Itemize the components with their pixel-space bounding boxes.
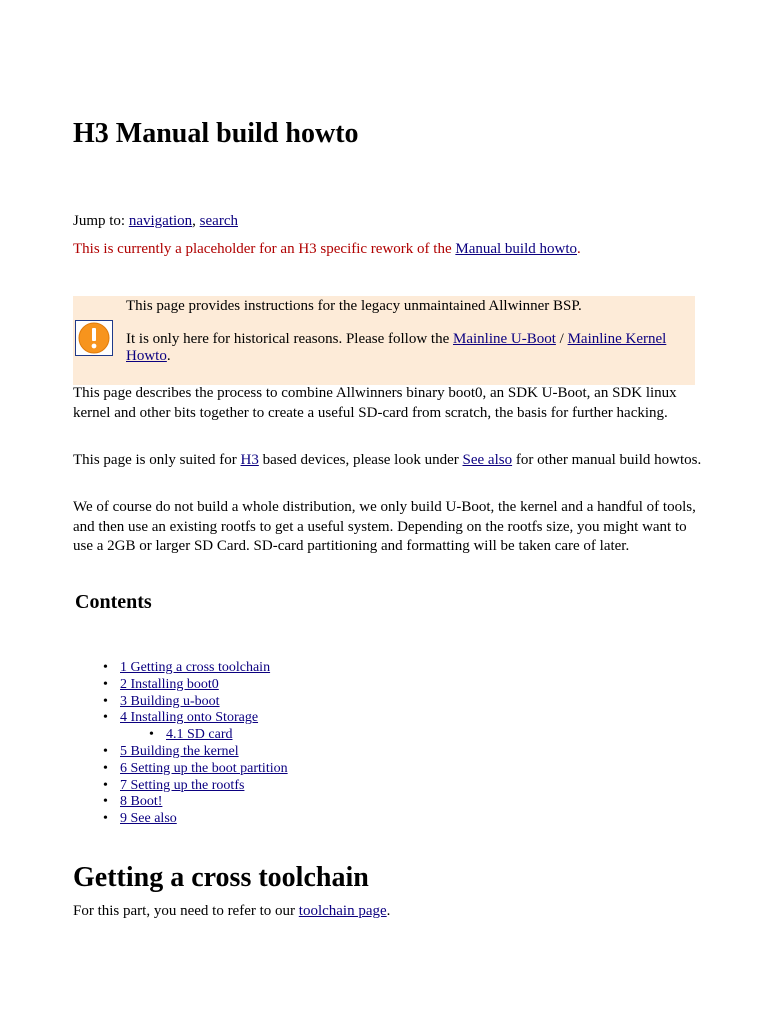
toc-item: [166, 727, 288, 744]
warning-line-2-text: It is only here for historical reasons. Please follow the: [126, 331, 453, 347]
toc-link-boot[interactable]: 8 Boot!: [120, 794, 163, 810]
toolchain-page-link[interactable]: toolchain page: [298, 903, 387, 919]
see-also-link[interactable]: See also: [462, 452, 513, 468]
intro-paragraph: This page describes the process to combine Allwinners binary boot0, an SDK U-Boot, an SDK linux kernel and other bits together to create a useful SD-card from scratch, the basis for further hacking.: [73, 385, 677, 421]
jump-separator: ,: [192, 213, 200, 229]
warning-slash: /: [555, 331, 568, 347]
jump-to-label: Jump to:: [73, 213, 129, 229]
toc-link-see-also[interactable]: 9 See also: [120, 811, 177, 827]
warning-text: [126, 298, 691, 365]
warning-exclamation-icon: [75, 320, 113, 356]
h3-only-suffix: for other manual build howtos.: [512, 452, 702, 468]
warning-line-2: [126, 331, 691, 365]
toc-item: [120, 778, 288, 795]
jump-to-line: [73, 212, 238, 231]
toc-item: [120, 794, 288, 811]
h3-only-text: This page is only suited for: [73, 452, 241, 468]
toc-item: [120, 677, 288, 694]
warning-line-1: This page provides instructions for the legacy unmaintained Allwinner BSP.: [126, 298, 582, 314]
toc-item: [120, 744, 288, 761]
toc-link-rootfs[interactable]: 7 Setting up the rootfs: [120, 777, 245, 793]
mainline-uboot-link[interactable]: Mainline U-Boot: [453, 331, 556, 347]
section-paragraph: [73, 902, 390, 921]
toc-link-boot-partition[interactable]: 6 Setting up the boot partition: [120, 760, 288, 776]
toc-link-building-uboot[interactable]: 3 Building u-boot: [120, 693, 220, 709]
toc-item: [120, 694, 288, 711]
mainline-kernel-howto-link[interactable]: Mainline Kernel Howto: [126, 331, 667, 364]
toc-item: [120, 660, 288, 677]
h3-link[interactable]: H3: [240, 452, 259, 468]
placeholder-suffix: .: [577, 241, 581, 257]
toc-link-installing-onto-storage[interactable]: 4 Installing onto Storage: [120, 710, 259, 726]
warning-suffix: .: [166, 348, 171, 364]
contents-heading: Contents: [75, 591, 152, 613]
toc-item: [120, 761, 288, 778]
toc-link-building-kernel[interactable]: 5 Building the kernel: [120, 743, 239, 759]
placeholder-notice: [73, 240, 581, 259]
table-of-contents: [120, 660, 288, 828]
toc-item: [120, 710, 288, 727]
toc-link-getting-cross-toolchain[interactable]: 1 Getting a cross toolchain: [120, 660, 271, 675]
toc-link-sd-card[interactable]: 4.1 SD card: [166, 727, 233, 743]
section-heading: Getting a cross toolchain: [73, 862, 369, 893]
navigation-link[interactable]: navigation: [128, 213, 193, 229]
h3-only-paragraph: [73, 451, 703, 471]
section-suffix: .: [386, 903, 391, 919]
toc-item: [120, 811, 288, 828]
toc-link-installing-boot0[interactable]: 2 Installing boot0: [120, 676, 219, 692]
search-link[interactable]: search: [199, 213, 238, 229]
manual-build-howto-link[interactable]: Manual build howto: [455, 241, 578, 257]
distribution-paragraph: We of course do not build a whole distribution, we only build U-Boot, the kernel and a handful of tools, and then use an existing rootfs to get a useful system. Depending on the rootfs size, you might want to use a 2GB or larger SD Card. SD-card partitioning and formatting will be taken care of later.: [73, 499, 696, 554]
legacy-warning-box: [73, 296, 695, 385]
placeholder-text: This is currently a placeholder for an H3 specific rework of the: [73, 241, 456, 257]
h3-only-mid: based devices, please look under: [258, 452, 463, 468]
page-title: H3 Manual build howto: [73, 118, 359, 149]
section-text: For this part, you need to refer to our: [73, 903, 299, 919]
